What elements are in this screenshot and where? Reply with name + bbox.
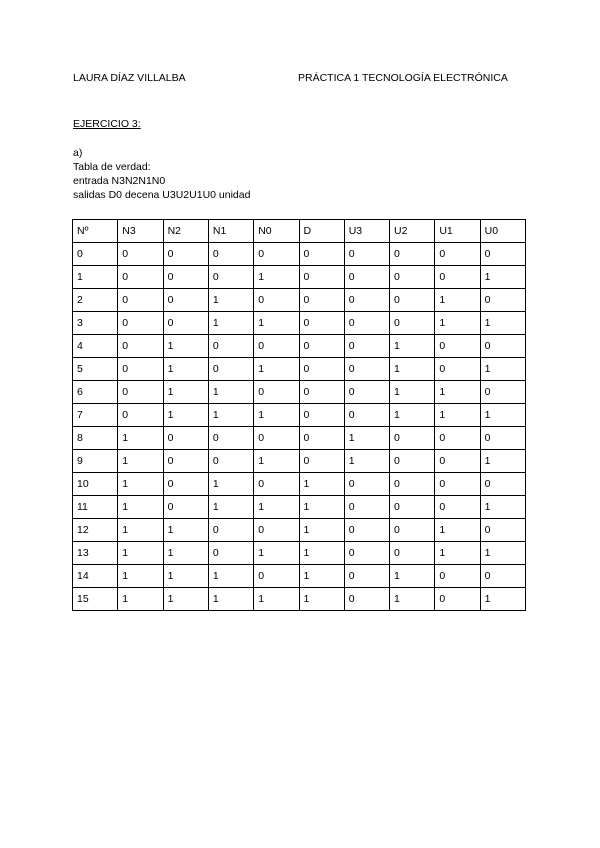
table-cell: 0 (208, 358, 253, 381)
table-cell: 4 (73, 335, 118, 358)
table-cell: 1 (390, 335, 435, 358)
table-cell: 2 (73, 289, 118, 312)
table-cell: 0 (435, 588, 480, 611)
table-cell: 1 (344, 450, 389, 473)
table-cell: 0 (344, 565, 389, 588)
table-cell: 1 (390, 565, 435, 588)
table-cell: 0 (344, 588, 389, 611)
table-cell: 1 (390, 588, 435, 611)
table-cell: 0 (344, 496, 389, 519)
table-cell: 0 (344, 243, 389, 266)
table-cell: 0 (208, 519, 253, 542)
table-cell: 0 (208, 427, 253, 450)
table-cell: 0 (163, 473, 208, 496)
table-cell: 1 (208, 312, 253, 335)
table-cell: 1 (254, 358, 299, 381)
table-cell: 0 (344, 381, 389, 404)
table-cell: 0 (480, 427, 525, 450)
table-row (73, 588, 526, 611)
column-header: U1 (435, 220, 480, 243)
table-cell: 1 (299, 542, 344, 565)
table-cell: 0 (435, 473, 480, 496)
table-cell: 0 (344, 519, 389, 542)
table-cell: 1 (208, 496, 253, 519)
table-row (73, 427, 526, 450)
table-cell: 0 (344, 404, 389, 427)
table-cell: 1 (254, 450, 299, 473)
table-cell: 0 (435, 496, 480, 519)
table-cell: 0 (435, 266, 480, 289)
table-cell: 1 (254, 404, 299, 427)
table-cell: 0 (435, 358, 480, 381)
table-cell: 1 (480, 496, 525, 519)
table-cell: 1 (299, 565, 344, 588)
table-cell: 0 (390, 496, 435, 519)
table-cell: 0 (390, 473, 435, 496)
column-header: N0 (254, 220, 299, 243)
table-cell: 1 (163, 565, 208, 588)
table-cell: 1 (390, 404, 435, 427)
table-header-row (73, 220, 526, 243)
table-cell: 0 (299, 381, 344, 404)
table-cell: 8 (73, 427, 118, 450)
table-cell: 0 (118, 289, 163, 312)
table-row (73, 266, 526, 289)
table-cell: 1 (480, 542, 525, 565)
column-header: N2 (163, 220, 208, 243)
table-cell: 0 (344, 266, 389, 289)
table-cell: 1 (208, 588, 253, 611)
table-cell: 0 (299, 312, 344, 335)
table-cell: 0 (480, 565, 525, 588)
table-cell: 1 (435, 289, 480, 312)
table-cell: 0 (208, 243, 253, 266)
table-row (73, 289, 526, 312)
table-cell: 1 (163, 358, 208, 381)
table-cell: 1 (118, 450, 163, 473)
table-cell: 0 (118, 312, 163, 335)
table-cell: 0 (299, 243, 344, 266)
table-cell: 1 (163, 404, 208, 427)
table-cell: 9 (73, 450, 118, 473)
table-cell: 1 (299, 496, 344, 519)
table-cell: 0 (254, 519, 299, 542)
table-cell: 0 (299, 289, 344, 312)
table-cell: 0 (118, 358, 163, 381)
table-cell: 0 (344, 312, 389, 335)
table-cell: 1 (480, 404, 525, 427)
table-row (73, 542, 526, 565)
column-header: N1 (208, 220, 253, 243)
table-row (73, 381, 526, 404)
table-cell: 1 (435, 381, 480, 404)
table-cell: 0 (435, 335, 480, 358)
table-cell: 0 (299, 358, 344, 381)
table-cell: 15 (73, 588, 118, 611)
table-cell: 0 (73, 243, 118, 266)
table-cell: 1 (73, 266, 118, 289)
table-cell: 0 (118, 404, 163, 427)
table-cell: 0 (254, 335, 299, 358)
table-cell: 0 (208, 542, 253, 565)
table-cell: 0 (299, 266, 344, 289)
table-cell: 12 (73, 519, 118, 542)
table-cell: 0 (480, 335, 525, 358)
table-row (73, 243, 526, 266)
table-cell: 0 (480, 473, 525, 496)
column-header: U0 (480, 220, 525, 243)
column-header: N3 (118, 220, 163, 243)
table-cell: 0 (390, 450, 435, 473)
truth-table (72, 219, 526, 611)
table-cell: 1 (480, 450, 525, 473)
table-cell: 1 (118, 519, 163, 542)
table-cell: 1 (118, 427, 163, 450)
table-cell: 1 (254, 312, 299, 335)
table-cell: 0 (480, 243, 525, 266)
table-cell: 0 (480, 519, 525, 542)
table-cell: 0 (344, 335, 389, 358)
table-cell: 1 (208, 404, 253, 427)
table-cell: 1 (163, 381, 208, 404)
table-cell: 1 (208, 381, 253, 404)
table-cell: 1 (208, 289, 253, 312)
table-cell: 0 (344, 358, 389, 381)
table-cell: 0 (208, 335, 253, 358)
table-cell: 1 (435, 312, 480, 335)
table-cell: 1 (390, 381, 435, 404)
table-cell: 0 (299, 427, 344, 450)
table-cell: 1 (254, 266, 299, 289)
part-label: a) (73, 147, 83, 159)
author-name: LAURA DÍAZ VILLALBA (73, 72, 186, 84)
table-cell: 0 (208, 266, 253, 289)
table-cell: 1 (344, 427, 389, 450)
table-cell: 0 (299, 404, 344, 427)
table-cell: 1 (118, 588, 163, 611)
table-cell: 14 (73, 565, 118, 588)
table-row (73, 335, 526, 358)
table-cell: 1 (208, 565, 253, 588)
table-cell: 0 (390, 427, 435, 450)
table-cell: 0 (435, 565, 480, 588)
table-cell: 0 (390, 266, 435, 289)
table-cell: 0 (208, 450, 253, 473)
table-cell: 5 (73, 358, 118, 381)
table-row (73, 565, 526, 588)
table-cell: 1 (435, 542, 480, 565)
table-cell: 1 (390, 358, 435, 381)
table-row (73, 519, 526, 542)
column-header: Nº (73, 220, 118, 243)
table-cell: 0 (254, 289, 299, 312)
table-cell: 0 (254, 473, 299, 496)
table-cell: 0 (163, 243, 208, 266)
table-cell: 0 (344, 289, 389, 312)
table-cell: 1 (435, 404, 480, 427)
column-header: D (299, 220, 344, 243)
table-cell: 0 (435, 427, 480, 450)
table-cell: 0 (254, 381, 299, 404)
table-cell: 0 (390, 519, 435, 542)
table-cell: 0 (299, 335, 344, 358)
table-row (73, 496, 526, 519)
table-cell: 1 (118, 565, 163, 588)
table-cell: 1 (118, 496, 163, 519)
table-cell: 3 (73, 312, 118, 335)
table-cell: 1 (254, 496, 299, 519)
table-cell: 1 (435, 519, 480, 542)
table-cell: 1 (254, 588, 299, 611)
table-cell: 6 (73, 381, 118, 404)
section-title: EJERCICIO 3: (73, 118, 141, 130)
column-header: U3 (344, 220, 389, 243)
table-cell: 0 (299, 450, 344, 473)
inputs-description: entrada N3N2N1N0 (73, 175, 166, 187)
table-cell: 1 (480, 312, 525, 335)
table-cell: 0 (163, 289, 208, 312)
table-label: Tabla de verdad: (73, 161, 151, 173)
table-cell: 1 (163, 335, 208, 358)
table-cell: 0 (254, 427, 299, 450)
table-cell: 13 (73, 542, 118, 565)
table-cell: 0 (480, 289, 525, 312)
table-cell: 0 (254, 243, 299, 266)
table-cell: 1 (480, 358, 525, 381)
table-row (73, 404, 526, 427)
table-cell: 1 (163, 519, 208, 542)
table-row (73, 358, 526, 381)
table-cell: 1 (299, 519, 344, 542)
table-cell: 0 (390, 312, 435, 335)
table-row (73, 450, 526, 473)
table-body (73, 243, 526, 611)
table-cell: 11 (73, 496, 118, 519)
table-cell: 0 (163, 312, 208, 335)
table-cell: 0 (118, 381, 163, 404)
table-cell: 1 (299, 473, 344, 496)
table-cell: 0 (390, 542, 435, 565)
table-row (73, 473, 526, 496)
table-cell: 0 (254, 565, 299, 588)
outputs-description: salidas D0 decena U3U2U1U0 unidad (73, 189, 251, 201)
table-cell: 0 (390, 243, 435, 266)
table-cell: 1 (299, 588, 344, 611)
table-cell: 1 (118, 542, 163, 565)
table-cell: 1 (163, 588, 208, 611)
table-cell: 1 (208, 473, 253, 496)
table-cell: 7 (73, 404, 118, 427)
table-cell: 0 (163, 266, 208, 289)
table-cell: 0 (435, 450, 480, 473)
table-cell: 1 (163, 542, 208, 565)
table-cell: 0 (163, 496, 208, 519)
table-cell: 0 (435, 243, 480, 266)
table-cell: 0 (344, 473, 389, 496)
column-header: U2 (390, 220, 435, 243)
table-cell: 0 (118, 266, 163, 289)
table-cell: 0 (344, 542, 389, 565)
table-cell: 1 (480, 266, 525, 289)
table-cell: 0 (118, 335, 163, 358)
table-cell: 0 (390, 289, 435, 312)
table-cell: 0 (163, 450, 208, 473)
table-cell: 10 (73, 473, 118, 496)
document-title: PRÁCTICA 1 TECNOLOGÍA ELECTRÓNICA (298, 72, 508, 84)
intro-text (73, 146, 250, 202)
table-row (73, 312, 526, 335)
table-cell: 0 (163, 427, 208, 450)
table-cell: 1 (254, 542, 299, 565)
table-cell: 0 (118, 243, 163, 266)
table-cell: 1 (480, 588, 525, 611)
table-cell: 1 (118, 473, 163, 496)
table-cell: 0 (480, 381, 525, 404)
